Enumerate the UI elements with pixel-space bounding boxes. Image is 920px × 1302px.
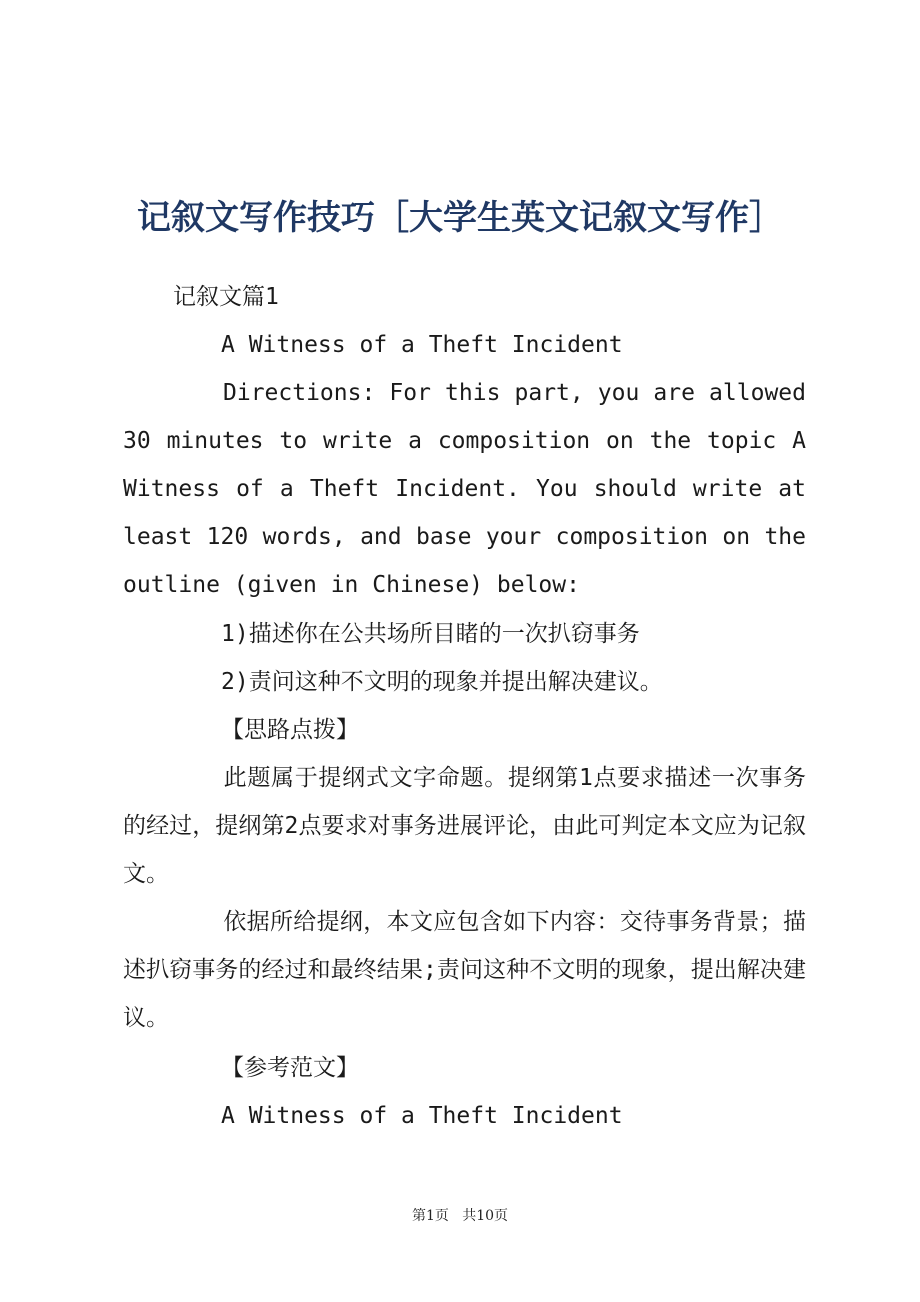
document-title: 记叙文写作技巧［大学生英文记叙文写作］ xyxy=(137,198,783,238)
outline-item-1: 1)描述你在公共场所目睹的一次扒窃事务 xyxy=(221,621,640,647)
section-heading: 记叙文篇1 xyxy=(173,284,279,310)
hint-paragraph-2-text: 依据所给提纲，本文应包含如下内容：交待事务背景；描述扒窃事务的经过和最终结果;责问这种不文明的现象，提出解决建议。 xyxy=(123,909,806,1031)
sample-essay-title: A Witness of a Theft Incident xyxy=(221,1103,623,1129)
directions-paragraph xyxy=(123,369,806,609)
hint-paragraph-1 xyxy=(123,754,806,898)
essay-title: A Witness of a Theft Incident xyxy=(221,332,623,358)
page-footer: 第1页 共10页 xyxy=(411,1208,509,1224)
outline-item-2: 2)责问这种不文明的现象并提出解决建议。 xyxy=(221,669,663,695)
hint-paragraph-1-text: 此题属于提纲式文字命题。提纲第1点要求描述一次事务的经过，提纲第2点要求对事务进展评论，由此可判定本文应为记叙文。 xyxy=(123,765,806,887)
section-sample-heading: 【参考范文】 xyxy=(221,1055,359,1081)
directions-text: Directions: For this part, you are allowed 30 minutes to write a composition on the topic A Witness of a Theft Incident. You should write at least 120 words, and base your composition on the outline (given in Chinese) below: xyxy=(123,380,806,598)
section-hint-heading: 【思路点拨】 xyxy=(221,717,359,743)
hint-paragraph-2 xyxy=(123,898,806,1042)
